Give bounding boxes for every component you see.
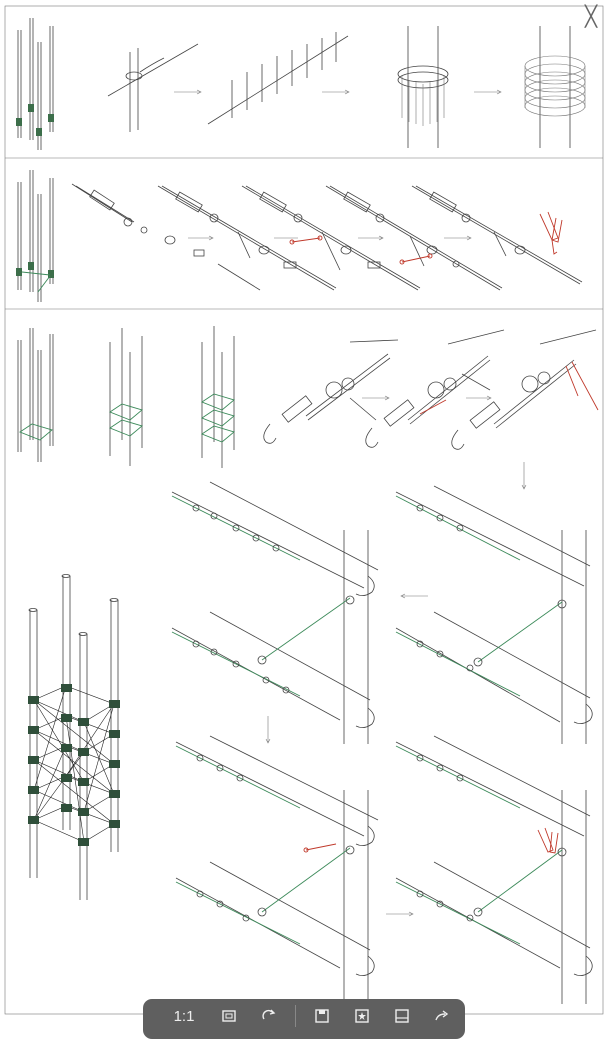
share-button[interactable] [422,1004,462,1028]
row3-hook-detail-2 [366,330,504,447]
row1-poles [16,18,54,150]
row2-assembly-step-2 [242,186,420,290]
row3-hook-detail-3 [452,330,596,449]
detail-bottom-right [396,736,592,1004]
close-button[interactable]: ╳ [584,6,598,28]
fit-to-screen-button[interactable] [209,1004,249,1028]
share-icon [434,1008,450,1024]
detail-top-right [396,486,592,744]
window-icon [394,1008,410,1024]
row3-frame-3 [202,326,234,468]
favorite-button[interactable] [342,1004,382,1028]
row2-turnbuckle-parts [72,184,260,290]
lattice-netting [34,686,114,842]
panel-frames [5,6,603,1014]
row3-frame-2 [110,328,142,466]
favorite-icon [354,1008,370,1024]
row3-frame-1 [18,328,53,462]
row3-hook-detail-1 [264,340,398,443]
row2-poles [16,170,54,302]
row1-pole-bundle [398,26,448,148]
row2-pliers [540,212,562,254]
save-icon [314,1008,330,1024]
zoom-actual-size-button[interactable]: 1:1 [173,1007,195,1025]
save-button[interactable] [302,1004,342,1028]
rotate-button[interactable] [249,1004,289,1028]
window-button[interactable] [382,1004,422,1028]
toolbar-separator [295,1005,296,1027]
detail-bottom-left [176,736,378,1004]
row1-wrapped-bundle [525,26,585,148]
row2-assembly-step-1 [158,186,336,290]
rotate-icon [261,1008,277,1024]
detail-top-left [172,482,378,744]
row2-assembly-step-3 [326,186,502,290]
detail-pliers [538,828,558,853]
row1-clip-detail [108,44,198,132]
viewer-toolbar [143,999,465,1039]
row1-multi-pole-strip [208,32,348,124]
fit-to-screen-icon [221,1008,237,1024]
